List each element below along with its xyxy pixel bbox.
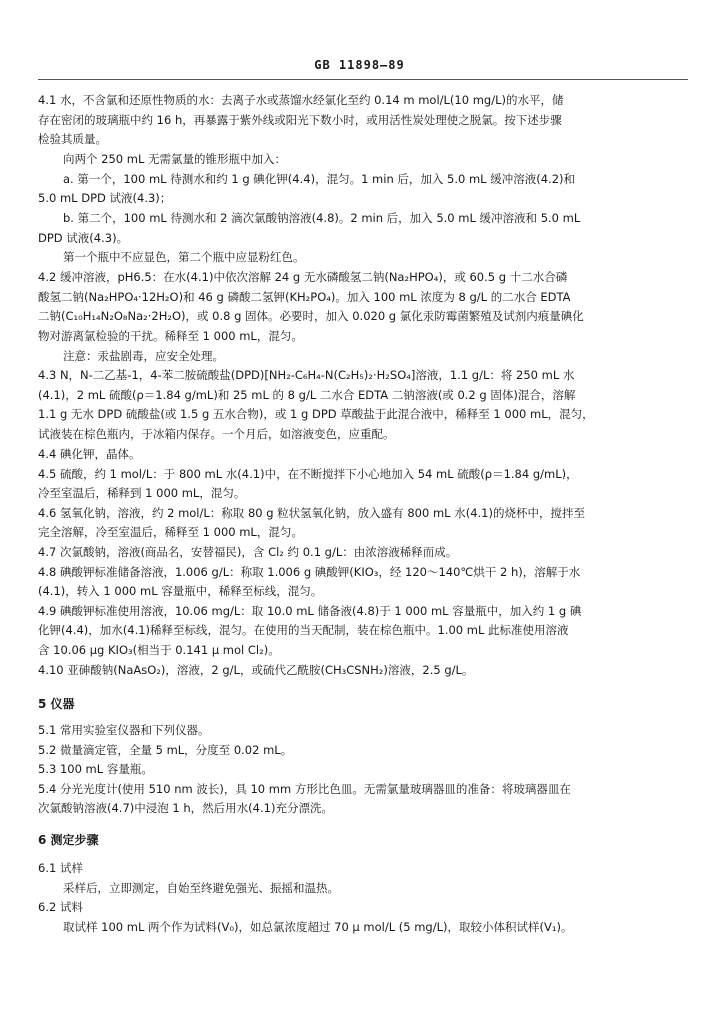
text-line: 4.3 N，N-二乙基-1，4-苯二胺硫酸盐(DPD)[NH₂-C₆H₄-N(C₂H₅)₂·H₂SO₄]溶液，1.1 g/L：将 250 mL 水 (38, 368, 575, 382)
text-line: 5.0 mL DPD 试液(4.3)； (38, 191, 172, 205)
text-line: 采样后，立即测定，自始至终避免强光、振摇和温热。 (63, 881, 339, 895)
text-line: (4.1)，2 mL 硫酸(ρ＝1.84 g/mL)和 25 mL 的 8 g/L 二水合 EDTA 二钠溶液(或 0.2 g 固体)混合，溶解 (38, 388, 576, 402)
text-line: 二钠(C₁₀H₁₄N₂O₈Na₂·2H₂O)，或 0.8 g 固体。必要时，加入 0.020 g 氯化汞防霉菌繁殖及试剂内痕量碘化 (38, 309, 584, 323)
text-line: 物对游离氯检验的干扰。稀释至 1 000 mL，混匀。 (38, 329, 303, 343)
text-line: 1.1 g 无水 DPD 硫酸盐(或 1.5 g 五水合物)，或 1 g DPD 草酸盐于此混合液中，稀释至 1 000 mL，混匀， (38, 407, 594, 421)
text-line: 4.2 缓冲溶液，pH6.5：在水(4.1)中依次溶解 24 g 无水磷酸氢二钠(Na₂HPO₄)，或 60.5 g 十二水合磷 (38, 270, 568, 284)
text-line: 取试样 100 mL 两个作为试料(V₀)，如总氯浓度超过 70 μ mol/L (5 mg/L)，取较小体积试样(V₁)。 (63, 920, 573, 934)
section-heading: 6 测定步骤 (38, 833, 99, 847)
text-line: DPD 试液(4.3)。 (38, 231, 129, 245)
text-line: 化钾(4.4)，加水(4.1)稀释至标线，混匀。在使用的当天配制，装在棕色瓶中。1.00 mL 此标准使用溶液 (38, 623, 569, 637)
text-line: 4.5 硫酸，约 1 mol/L：于 800 mL 水(4.1)中，在不断搅拌下小心地加入 54 mL 硫酸(ρ＝1.84 g/mL)， (38, 467, 578, 481)
text-line: 6.2 试料 (38, 900, 83, 914)
text-line: 4.4 碘化钾，晶体。 (38, 447, 141, 461)
section-heading: 5 仪器 (38, 697, 75, 711)
text-line: a. 第一个，100 mL 待测水和约 1 g 碘化钾(4.4)，混匀。1 min 后，加入 5.0 mL 缓冲溶液(4.2)和 (63, 172, 576, 186)
text-line: 4.8 碘酸钾标准储备溶液，1.006 g/L：称取 1.006 g 碘酸钾(KIO₃，经 120～140℃烘干 2 h)，溶解于水 (38, 565, 581, 579)
text-line: 存在密闭的玻璃瓶中约 16 h，再暴露于紫外线或阳光下数小时，或用活性炭处理使之脱氯。按下述步骤 (38, 113, 562, 127)
text-line: 4.10 亚砷酸钠(NaAsO₂)，溶液，2 g/L，或硫代乙酰胺(CH₃CSNH₂)溶液，2.5 g/L。 (38, 663, 474, 677)
text-line: 注意：汞盐剧毒，应安全处理。 (63, 349, 224, 363)
text-line: 第一个瓶中不应显色，第二个瓶中应显粉红色。 (63, 250, 305, 264)
text-line: 5.1 常用实验室仪器和下列仪器。 (38, 723, 210, 737)
text-line: 含 10.06 μg KIO₃(相当于 0.141 μ mol Cl₂)。 (38, 643, 280, 657)
text-line: 完全溶解，冷至室温后，稀释至 1 000 mL，混匀。 (38, 525, 303, 539)
text-line: 6.1 试样 (38, 861, 83, 875)
text-line: 4.7 次氯酸钠，溶液(商品名，安替福民)，含 Cl₂ 约 0.1 g/L：由浓溶液稀释而成。 (38, 545, 458, 559)
text-line: 酸氢二钠(Na₂HPO₄·12H₂O)和 46 g 磷酸二氢钾(KH₂PO₄)。加入 100 mL 浓度为 8 g/L 的二水合 EDTA (38, 290, 571, 304)
text-line: 4.9 碘酸钾标准使用溶液，10.06 mg/L：取 10.0 mL 储备液(4.8)于 1 000 mL 容量瓶中，加入约 1 g 碘 (38, 604, 582, 618)
text-line: 次氯酸钠溶液(4.7)中浸泡 1 h，然后用水(4.1)充分漂洗。 (38, 801, 333, 815)
text-line: (4.1)，转入 1 000 mL 容量瓶中，稀释至标线，混匀。 (38, 584, 323, 598)
text-line: 5.2 微量滴定管，全量 5 mL，分度至 0.02 mL。 (38, 743, 293, 757)
standard-number-header: GB 11898—89 (314, 58, 405, 72)
text-line: 冷至室温后，稀释到 1 000 mL，混匀。 (38, 486, 246, 500)
text-line: 5.3 100 mL 容量瓶。 (38, 762, 153, 776)
text-line: 检验其质量。 (38, 132, 107, 146)
text-line: 试液装在棕色瓶内，于冰箱内保存。一个月后，如溶液变色，应重配。 (38, 427, 395, 441)
text-line: 5.4 分光光度计(使用 510 nm 波长)，具 10 mm 方形比色皿。无需氯量玻璃器皿的准备：将玻璃器皿在 (38, 782, 571, 796)
text-line: 向两个 250 mL 无需氯量的锥形瓶中加入： (63, 152, 287, 166)
header-rule (38, 79, 688, 80)
text-line: 4.1 水，不含氯和还原性物质的水：去离子水或蒸馏水经氯化至约 0.14 m mol/L(10 mg/L)的水平，储 (38, 93, 564, 107)
text-line: b. 第二个，100 mL 待测水和 2 滴次氯酸钠溶液(4.8)。2 min 后，加入 5.0 mL 缓冲溶液和 5.0 mL (63, 211, 581, 225)
text-line: 4.6 氢氧化钠，溶液，约 2 mol/L：称取 80 g 粒状氢氧化钠，放入盛有 800 mL 水(4.1)的烧杯中，搅拌至 (38, 506, 585, 520)
